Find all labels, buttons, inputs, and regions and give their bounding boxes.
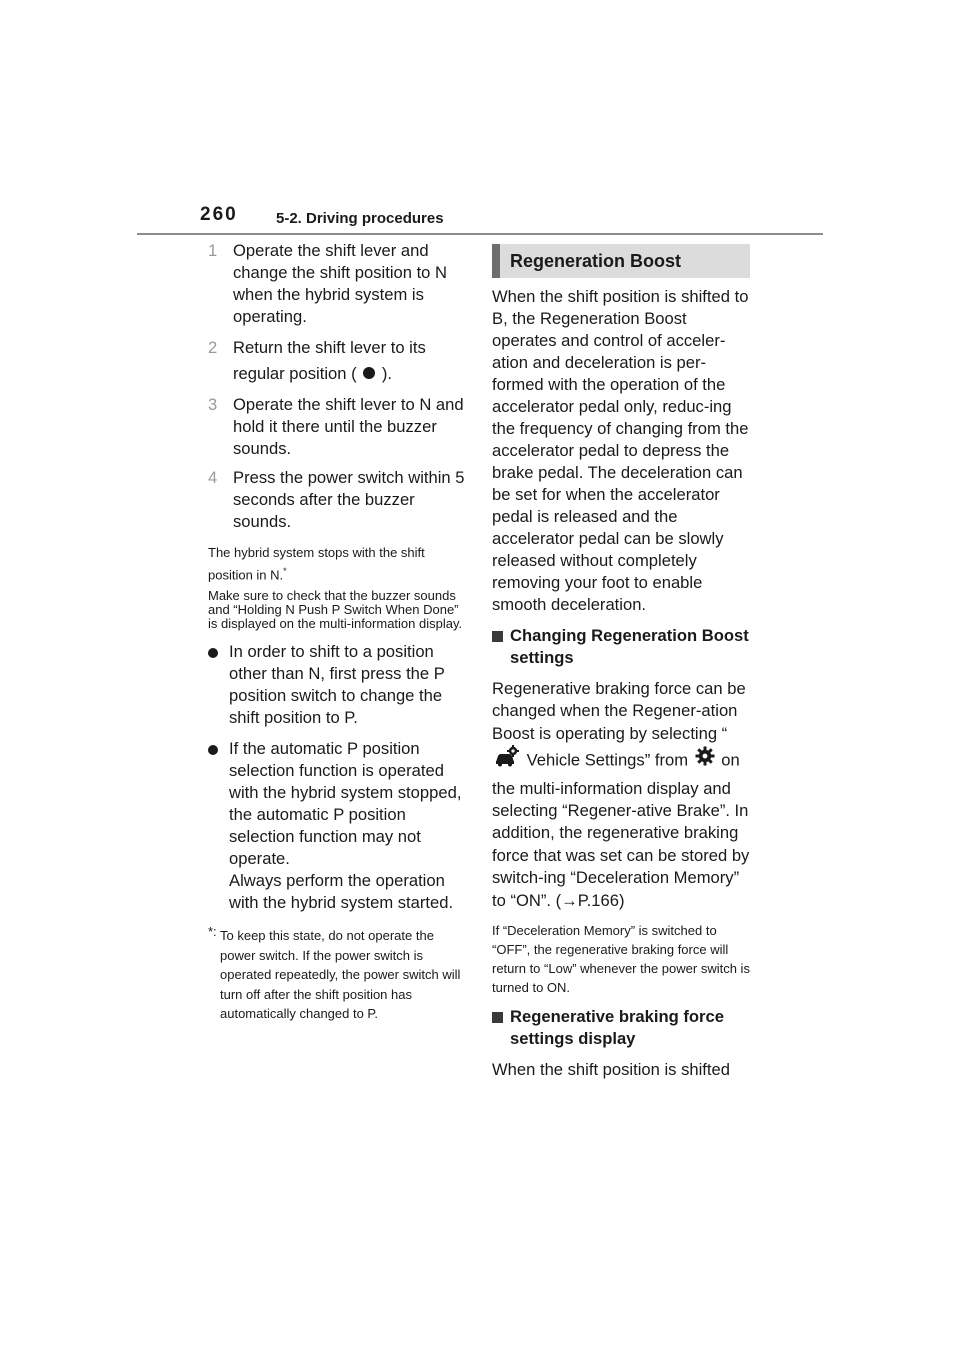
- bullet-item: In order to shift to a position other than N, first press the P position switch to change the shift position to P.: [208, 641, 466, 729]
- step-number: 3: [208, 395, 218, 414]
- step-4: [208, 467, 466, 533]
- left-column: [208, 240, 466, 1024]
- settings-paragraph: Regenerative braking force can be changed when the Regener-ation Boost is operating by selecting “ Vehicle Settings” from on the multi-information display and selecting “Regener-ative Brake”. In addition, the regenerative braking force that was set can be stored by switch-ing “Deceleration Memory” to “ON”. (→P.166): [492, 679, 750, 910]
- step-3: [208, 394, 466, 460]
- bullet-icon: [208, 648, 218, 658]
- subheading-display: Regenerative braking force settings display: [492, 1006, 750, 1050]
- step-number: 2: [208, 338, 218, 357]
- page-number: 260: [200, 204, 238, 225]
- arrow-icon: →: [561, 890, 578, 910]
- bullet-dot-icon: [363, 367, 375, 379]
- step-number: 4: [208, 468, 218, 487]
- footnote-mark: *:: [208, 924, 217, 940]
- step-text: Operate the shift lever to N and hold it there until the buzzer sounds.: [233, 395, 464, 458]
- footnote: [208, 926, 466, 1024]
- footnote-ref: *: [283, 566, 287, 576]
- section-title: 5-2. Driving procedures: [276, 210, 444, 227]
- square-bullet-icon: [492, 631, 503, 642]
- footnote-text: To keep this state, do not operate the power switch. If the power switch is operated repeatedly, the power switch will turn off after the shift position has automatically changed to P.: [220, 928, 461, 1022]
- note-system-stops: The hybrid system stops with the shift position in N.*: [208, 545, 425, 583]
- note-check-buzzer: Make sure to check that the buzzer sounds and “Holding N Push P Switch When Done” is displayed on the multi-information display.: [208, 588, 463, 632]
- gear-icon: [695, 746, 715, 772]
- display-paragraph: When the shift position is shifted: [492, 1060, 730, 1080]
- deceleration-memory-note: If “Deceleration Memory” is switched to “OFF”, the regenerative braking force will return to “Low” whenever the power switch is turned to ON.: [492, 923, 750, 996]
- page-reference[interactable]: P.166): [577, 890, 625, 910]
- bullet-icon: [208, 745, 218, 755]
- step-1: [208, 240, 466, 328]
- step-number: 1: [208, 241, 218, 260]
- subheading-changing-settings: Changing Regeneration Boost settings: [492, 625, 750, 669]
- square-bullet-icon: [492, 1012, 503, 1023]
- intro-paragraph: When the shift position is shifted to B, the Regeneration Boost operates and control of acceler-ation and deceleration is per-formed with the operation of the accelerator pedal only, reduc-ing the frequency of changing from the accelerator pedal to depress the brake pedal. The deceleration can be set for when the accelerator pedal is released and the accelerator pedal can be slowly released without completely removing your foot to enable smooth deceleration.: [492, 287, 749, 614]
- step-text: Return the shift lever to its regular position (: [233, 338, 426, 383]
- step-text-end: ).: [381, 364, 392, 383]
- bullet-item: If the automatic P position selection function is operated with the hybrid system stopped, the automatic P position selection function may not operate. Always perform the operation with the hybrid system started.: [208, 738, 466, 914]
- step-text: Press the power switch within 5 seconds after the buzzer sounds.: [233, 468, 465, 531]
- section-heading: Regeneration Boost: [492, 244, 750, 278]
- step-2: [208, 335, 466, 387]
- right-column: [492, 244, 750, 1090]
- car-settings-icon: [494, 745, 520, 773]
- step-text: Operate the shift lever and change the shift position to N when the hybrid system is operating.: [233, 241, 448, 326]
- header-divider: [137, 233, 823, 235]
